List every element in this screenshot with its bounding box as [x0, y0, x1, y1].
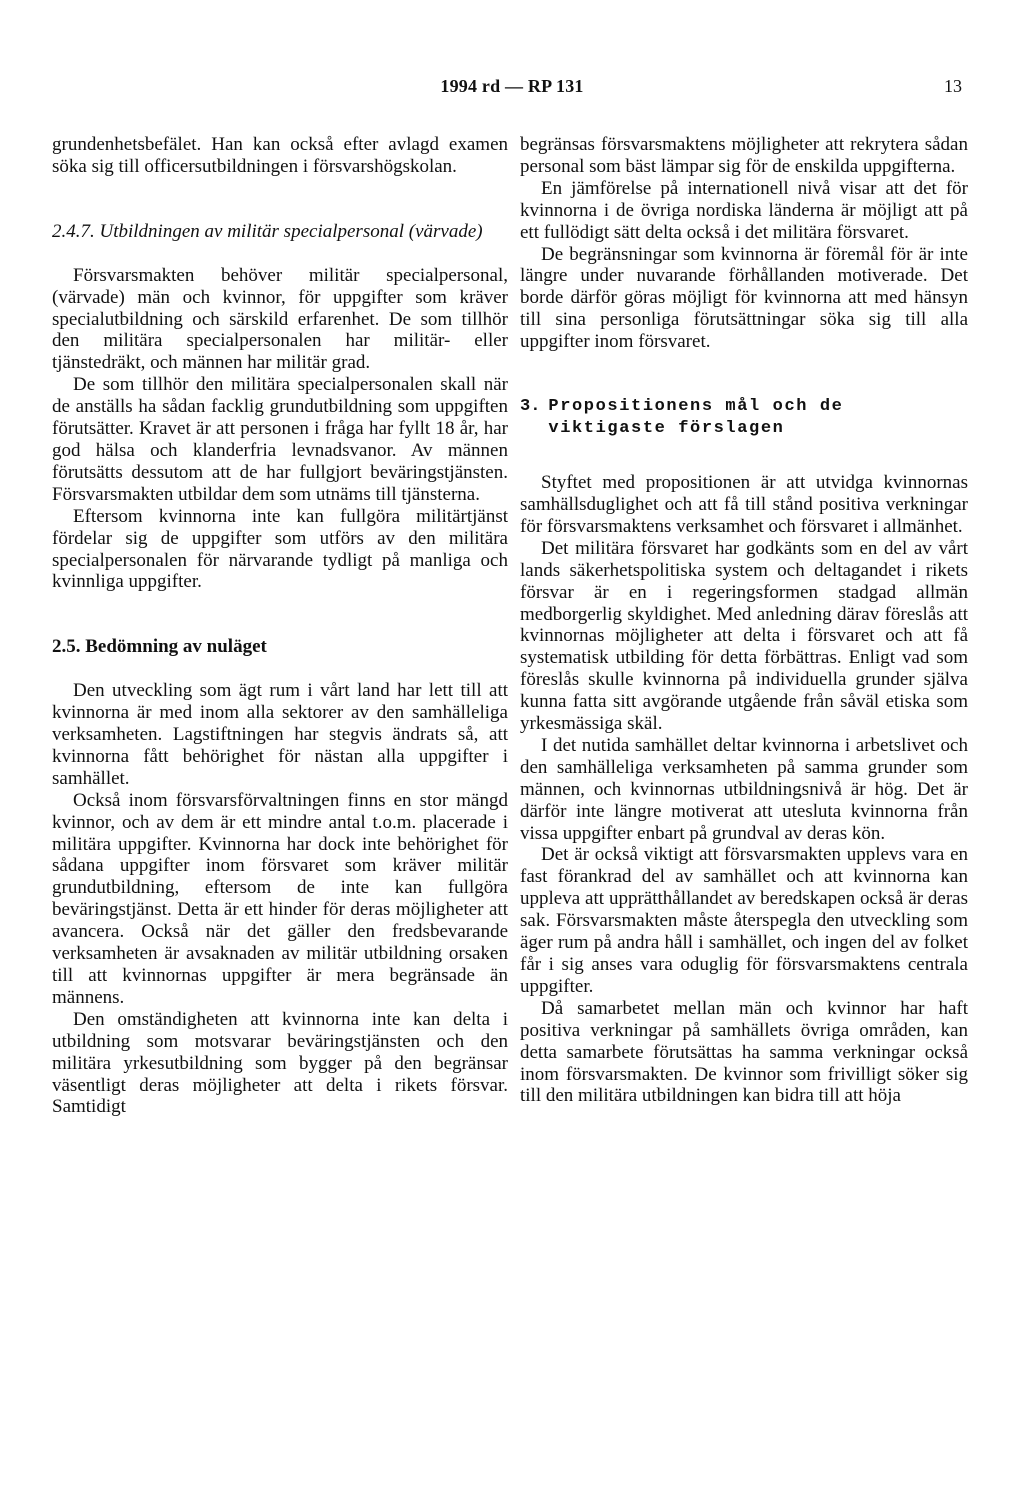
section-number: 2.5.: [52, 636, 81, 658]
document-id: 1994 rd — RP 131: [440, 76, 584, 96]
paragraph: De begränsningar som kvinnorna är föremål för är inte längre under nuvarande förhållanden motiverade. Det borde därför göras möjligt för kvinnorna att med hänsyn till sina personliga förutsättningar söka sig till alla uppgifter inom försvaret.: [520, 243, 968, 353]
section-number: 3.: [520, 397, 541, 417]
page-number: 13: [944, 76, 962, 96]
section-heading-2-5: [52, 636, 508, 658]
subsection-title: Utbildningen av militär specialpersonal (värvade): [99, 220, 483, 242]
left-column: [52, 134, 508, 1118]
paragraph: I det nutida samhället deltar kvinnorna i arbetslivet och den samhälleliga verksamheten på samma grunder som männen, och kvinnornas utbildningsnivå är hög. Det är därför inte längre motiverat att utesluta kvinnorna från vissa uppgifter enbart på grundval av deras kön.: [520, 734, 968, 844]
section-title: Propositionens mål och de viktigaste förslagen: [548, 397, 844, 439]
subsection-heading-2-4-7: [52, 221, 508, 243]
paragraph: begränsas försvarsmaktens möjligheter att rekrytera sådan personal som bäst lämpar sig för de enskilda uppgifterna.: [520, 134, 968, 177]
subsection-number: 2.4.7.: [52, 220, 95, 242]
paragraph: Den omständigheten att kvinnorna inte kan delta i utbildning som motsvarar beväringstjänsten och den militära yrkesutbildning som bygger på den begränsar väsentligt deras möjligheter att delta i rikets försvar. Samtidigt: [52, 1008, 508, 1118]
section-title: Bedömning av nuläget: [85, 636, 267, 658]
page-header: [0, 76, 1024, 100]
paragraph: En jämförelse på internationell nivå visar att det för kvinnorna i de övriga nordiska länderna är möjligt att på ett fullödigt sätt delta också i det militära försvaret.: [520, 177, 968, 243]
paragraph: Styftet med propositionen är att utvidga kvinnornas samhällsduglighet och att få till stånd positiva verkningar för försvarsmaktens verksamhet och försvaret i allmänhet.: [520, 472, 968, 537]
paragraph: Det militära försvaret har godkänts som en del av vårt lands säkerhetspolitiska system och deltagandet i rikets försvar är en i regeringsformen stadgad allmän medborgerlig skyldighet. Med anledning därav föreslås att kvinnornas möjligheter att delta i försvaret och att få systematisk utbilding för detta förbättras. Enligt vad som föreslås skulle kvinnorna på individuella grunder själva kunna fatta sitt avgörande utgående från såväl etiska som yrkesmässiga skäl.: [520, 537, 968, 735]
paragraph: grundenhetsbefälet. Han kan också efter avlagd examen söka sig till officersutbildningen i försvarshögskolan.: [52, 134, 508, 177]
paragraph: De som tillhör den militära specialpersonalen skall när de anställs ha sådan facklig grundutbildning som uppgiften förutsätter. Kravet är att personen i fråga har fyllt 18 år, har god hälsa och klanderfria levnadsvanor. Av männen förutsätts dessutom att de har fullgjort beväringstjänsten. Försvarsmakten utbildar dem som utnäms till tjänsterna.: [52, 374, 508, 505]
paragraph: Det är också viktigt att försvarsmakten upplevs vara en fast förankrad del av samhället och att kvinnorna kan uppleva att upprätthållandet av beredskapen också är deras sak. Försvarsmakten måste återspegla den utveckling som äger rum på andra håll i samhället, och ingen del av folket får i sig anses vara oduglig för försvarsmaktens centrala uppgifter.: [520, 844, 968, 997]
paragraph: Då samarbetet mellan män och kvinnor har haft positiva verkningar på samhällets övriga områden, kan detta samarbete förutsättas ha samma verkningar också inom försvarsmakten. De kvinnor som frivilligt söker sig till den militära utbildningen kan bidra till att höja: [520, 997, 968, 1107]
section-heading-3: [520, 396, 968, 440]
right-column: [520, 134, 968, 1107]
paragraph: Den utveckling som ägt rum i vårt land har lett till att kvinnorna är med inom alla sektorer av den samhälleliga verksamheten. Lagstiftningen har stegvis ändrats så, att kvinnorna fått behörighet för nästan alla uppgifter i samhället.: [52, 680, 508, 789]
paragraph: Försvarsmakten behöver militär specialpersonal, (värvade) män och kvinnor, för uppgifter som kräver specialutbildning och särskild erfarenhet. De som tillhör den militära specialpersonalen har militär- eller tjänstedräkt, och männen har militär grad.: [52, 264, 508, 374]
paragraph: Eftersom kvinnorna inte kan fullgöra militärtjänst fördelar sig de uppgifter som utförs av den militära specialpersonalen för närvarande tydligt på manliga och kvinnliga uppgifter.: [52, 505, 508, 593]
paragraph: Också inom försvarsförvaltningen finns en stor mängd kvinnor, och av dem är ett mindre antal t.o.m. placerade i militära uppgifter. Kvinnorna har dock inte behörighet för sådana uppgifter inom försvaret som kräver militär grundutbildning, eftersom de inte kan fullgöra beväringstjänst. Detta är ett hinder för deras möjligheter att avancera. Också när det gäller den fredsbevarande verksamheten är avsaknaden av militär utbildning orsaken till att kvinnornas uppgifter är mera begränsade än männens.: [52, 789, 508, 1008]
